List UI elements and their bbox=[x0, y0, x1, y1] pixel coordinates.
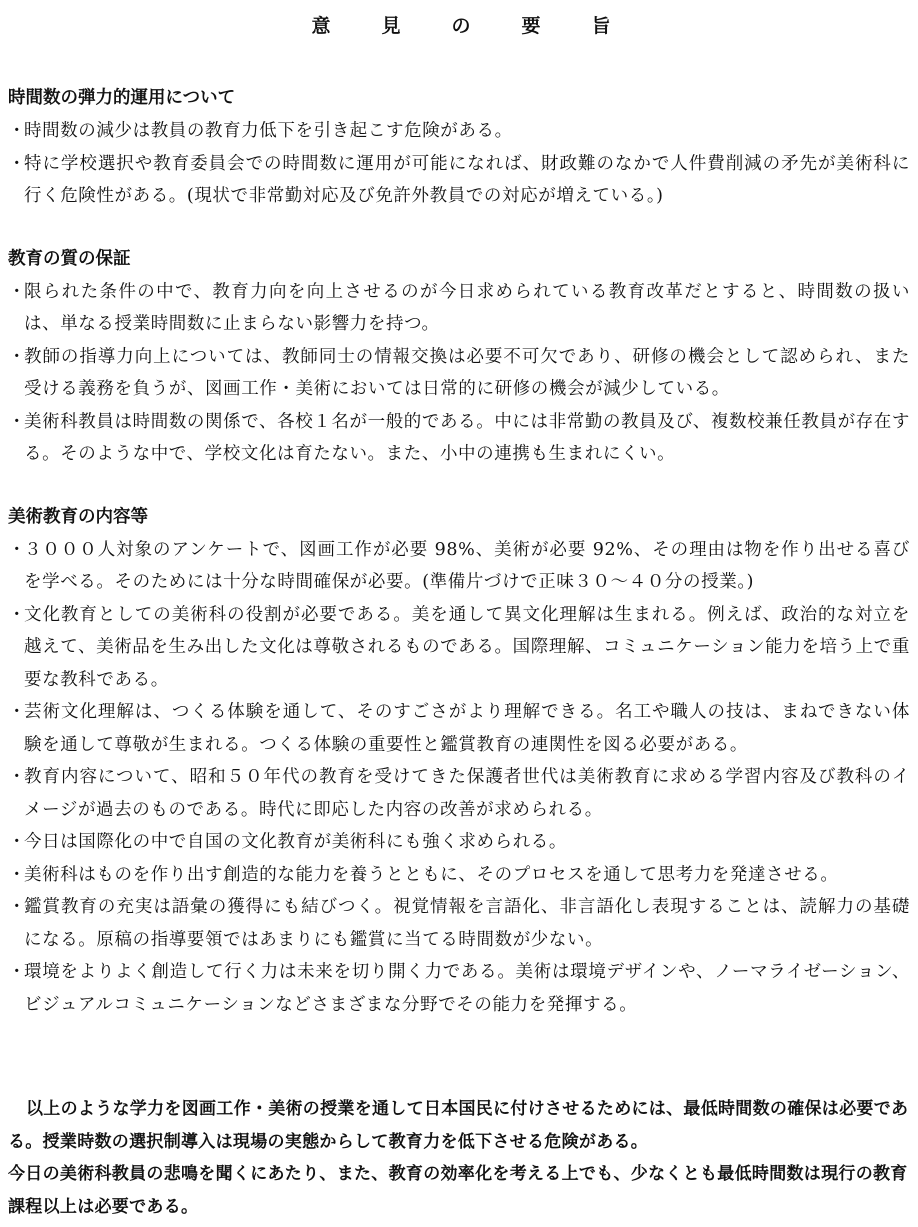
list-item-text: 時間数の減少は教員の教育力低下を引き起こす危険がある。 bbox=[24, 121, 513, 141]
section-art-education-content bbox=[8, 501, 910, 1022]
list-item-text: 鑑賞教育の充実は語彙の獲得にも結びつく。視覚情報を言語化、非言語化し表現することは、読解力の基礎になる。原稿の指導要領ではあまりにも鑑賞に当てる時間数が少ない。 bbox=[24, 897, 910, 950]
conclusion-block bbox=[8, 1093, 910, 1223]
bullet-marker: ・ bbox=[8, 153, 27, 174]
section-heading: 美術教育の内容等 bbox=[8, 506, 148, 527]
list-item bbox=[8, 341, 910, 406]
bullet-marker: ・ bbox=[8, 411, 27, 432]
list-item-text: 今日は国際化の中で自国の文化教育が美術科にも強く求められる。 bbox=[24, 832, 567, 852]
document-title: 意 見 の 要 旨 bbox=[311, 15, 627, 37]
bullet-marker: ・ bbox=[8, 962, 27, 982]
section-heading: 教育の質の保証 bbox=[8, 248, 131, 269]
section-quality-assurance bbox=[8, 243, 910, 471]
list-item bbox=[8, 826, 910, 859]
bullet-marker: ・ bbox=[8, 897, 27, 917]
list-item bbox=[8, 761, 910, 826]
list-item-text: 美術科教員は時間数の関係で、各校１名が一般的である。中には非常勤の教員及び、複数校兼任教員が存在する。そのような中で、学校文化は育たない。また、小中の連携も生まれにくい。 bbox=[24, 411, 910, 464]
list-item-text: 教師の指導力向上については、教師同士の情報交換は必要不可欠であり、研修の機会として認められ、また受ける義務を負うが、図画工作・美術においては日常的に研修の機会が減少している。 bbox=[24, 346, 910, 399]
list-item bbox=[8, 696, 910, 761]
list-item-text: 教育内容について、昭和５０年代の教育を受けてきた保護者世代は美術教育に求める学習内容及び教科のイメージが過去のものである。時代に即応した内容の改善が求められる。 bbox=[24, 767, 910, 820]
list-item bbox=[8, 534, 910, 599]
list-item bbox=[8, 891, 910, 956]
list-item-text: 美術科はものを作り出す創造的な能力を養うとともに、そのプロセスを通して思考力を発達させる。 bbox=[24, 864, 839, 885]
bullet-marker: ・ bbox=[8, 346, 27, 367]
list-item-text: 限られた条件の中で、教育力向を向上させるのが今日求められている教育改革だとすると、時間数の扱いは、単なる授業時間数に止まらない影響力を持つ。 bbox=[24, 281, 910, 334]
document-page bbox=[8, 12, 910, 1021]
list-item bbox=[8, 148, 910, 213]
section-heading: 時間数の弾力的運用について bbox=[8, 88, 236, 108]
list-item bbox=[8, 956, 910, 1021]
list-item-text: 特に学校選択や教育委員会での時間数に運用が可能になれば、財政難のなかで人件費削減の矛先が美術科に行く危険性がある。(現状で非常勤対応及び免許外教員での対応が増えている。) bbox=[24, 153, 910, 206]
bullet-list bbox=[8, 276, 910, 471]
list-item-text: 文化教育としての美術科の役割が必要である。美を通して異文化理解は生まれる。例えば、政治的な対立を越えて、美術品を生み出した文化は尊敬されるものである。国際理解、コミュニケーション能力を培う上で重要な教科である。 bbox=[24, 604, 910, 690]
bullet-marker: ・ bbox=[8, 767, 27, 787]
list-item bbox=[8, 276, 910, 341]
list-item bbox=[8, 599, 910, 697]
bullet-marker: ・ bbox=[8, 864, 27, 885]
conclusion-paragraph: 以上のような学力を図画工作・美術の授業を通して日本国民に付けさせるためには、最低時間数の確保は必要である。授業時数の選択制導入は現場の実態からして教育力を低下させる危険がある。 bbox=[8, 1099, 909, 1152]
list-item bbox=[8, 859, 910, 892]
list-item-text: 芸術文化理解は、つくる体験を通して、そのすごさがより理解できる。名工や職人の技は、まねできない体験を通して尊敬が生まれる。つくる体験の重要性と鑑賞教育の連関性を図る必要がある。 bbox=[24, 702, 910, 755]
list-item-text: ３０００人対象のアンケートで、図画工作が必要 98%、美術が必要 92%、その理由は物を作り出せる喜びを学べる。そのためには十分な時間確保が必要。(準備片づけで正味３０～４０分の授業。) bbox=[24, 539, 910, 592]
bullet-list bbox=[8, 534, 910, 1022]
list-item bbox=[8, 115, 910, 148]
bullet-marker: ・ bbox=[8, 281, 27, 302]
section-flexible-hours bbox=[8, 82, 910, 213]
bullet-marker: ・ bbox=[8, 604, 27, 625]
bullet-marker: ・ bbox=[8, 832, 27, 852]
list-item-text: 環境をよりよく創造して行く力は未来を切り開く力である。美術は環境デザインや、ノーマライゼーション、ビジュアルコミュニケーションなどさまざまな分野でその能力を発揮する。 bbox=[24, 962, 910, 1015]
list-item bbox=[8, 406, 910, 471]
bullet-marker: ・ bbox=[8, 121, 27, 141]
conclusion-paragraph: 今日の美術科教員の悲鳴を聞くにあたり、また、教育の効率化を考える上でも、少なくとも最低時間数は現行の教育課程以上は必要である。 bbox=[8, 1164, 908, 1217]
bullet-marker: ・ bbox=[8, 702, 27, 722]
bullet-list bbox=[8, 115, 910, 213]
bullet-marker: ・ bbox=[8, 539, 27, 560]
